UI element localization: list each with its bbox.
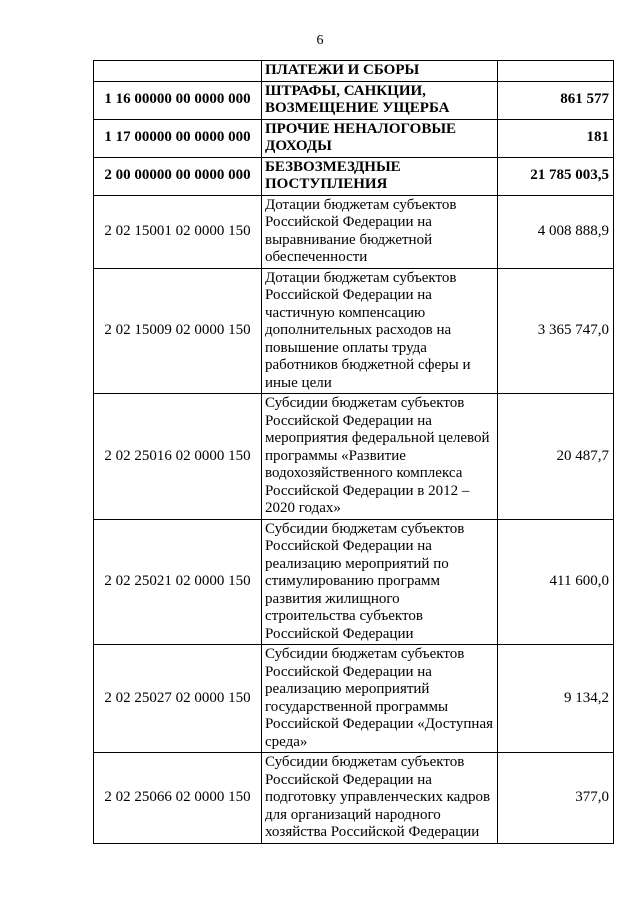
classification-code-cell: 2 02 25066 02 0000 150 (94, 753, 262, 844)
classification-code-cell: 1 17 00000 00 0000 000 (94, 119, 262, 157)
budget-revenue-table (93, 60, 614, 844)
table-row (94, 519, 614, 645)
amount-cell: 9 134,2 (498, 645, 614, 753)
classification-code-cell (94, 61, 262, 82)
amount-cell: 21 785 003,5 (498, 157, 614, 195)
classification-code-cell: 2 02 25021 02 0000 150 (94, 519, 262, 645)
revenue-name-cell: Субсидии бюджетам субъектов Российской Федерации на реализацию мероприятий по стимулированию программ развития жилищного строительства субъектов Российской Федерации (262, 519, 498, 645)
page-number: 6 (316, 33, 324, 48)
revenue-name-cell: Дотации бюджетам субъектов Российской Федерации на частичную компенсацию дополнительных расходов на повышение оплаты труда работников бюджетной сферы и иные цели (262, 268, 498, 394)
revenue-name-cell: Дотации бюджетам субъектов Российской Федерации на выравнивание бюджетной обеспеченности (262, 195, 498, 268)
table-row (94, 157, 614, 195)
amount-cell: 3 365 747,0 (498, 268, 614, 394)
amount-cell: 4 008 888,9 (498, 195, 614, 268)
classification-code-cell: 2 02 15009 02 0000 150 (94, 268, 262, 394)
classification-code-cell: 2 00 00000 00 0000 000 (94, 157, 262, 195)
classification-code-cell: 2 02 15001 02 0000 150 (94, 195, 262, 268)
amount-cell: 411 600,0 (498, 519, 614, 645)
table-row (94, 119, 614, 157)
revenue-name-cell: ШТРАФЫ, САНКЦИИ, ВОЗМЕЩЕНИЕ УЩЕРБА (262, 81, 498, 119)
classification-code-cell: 1 16 00000 00 0000 000 (94, 81, 262, 119)
table-body (94, 61, 614, 844)
revenue-name-cell: ПРОЧИЕ НЕНАЛОГОВЫЕ ДОХОДЫ (262, 119, 498, 157)
table-row (94, 61, 614, 82)
table-row (94, 268, 614, 394)
amount-cell: 861 577 (498, 81, 614, 119)
classification-code-cell: 2 02 25027 02 0000 150 (94, 645, 262, 753)
classification-code-cell: 2 02 25016 02 0000 150 (94, 394, 262, 520)
table-row (94, 195, 614, 268)
table-row (94, 645, 614, 753)
table-row (94, 394, 614, 520)
table-row (94, 753, 614, 844)
amount-cell: 20 487,7 (498, 394, 614, 520)
revenue-name-cell: ПЛАТЕЖИ И СБОРЫ (262, 61, 498, 82)
revenue-name-cell: БЕЗВОЗМЕЗДНЫЕ ПОСТУПЛЕНИЯ (262, 157, 498, 195)
amount-cell: 181 (498, 119, 614, 157)
revenue-name-cell: Субсидии бюджетам субъектов Российской Федерации на реализацию мероприятий государственной программы Российской Федерации «Доступная среда» (262, 645, 498, 753)
revenue-name-cell: Субсидии бюджетам субъектов Российской Федерации на мероприятия федеральной целевой программы «Развитие водохозяйственного комплекса Российской Федерации в 2012 – 2020 годах» (262, 394, 498, 520)
amount-cell (498, 61, 614, 82)
table-row (94, 81, 614, 119)
revenue-name-cell: Субсидии бюджетам субъектов Российской Федерации на подготовку управленческих кадров для организаций народного хозяйства Российской Федерации (262, 753, 498, 844)
amount-cell: 377,0 (498, 753, 614, 844)
